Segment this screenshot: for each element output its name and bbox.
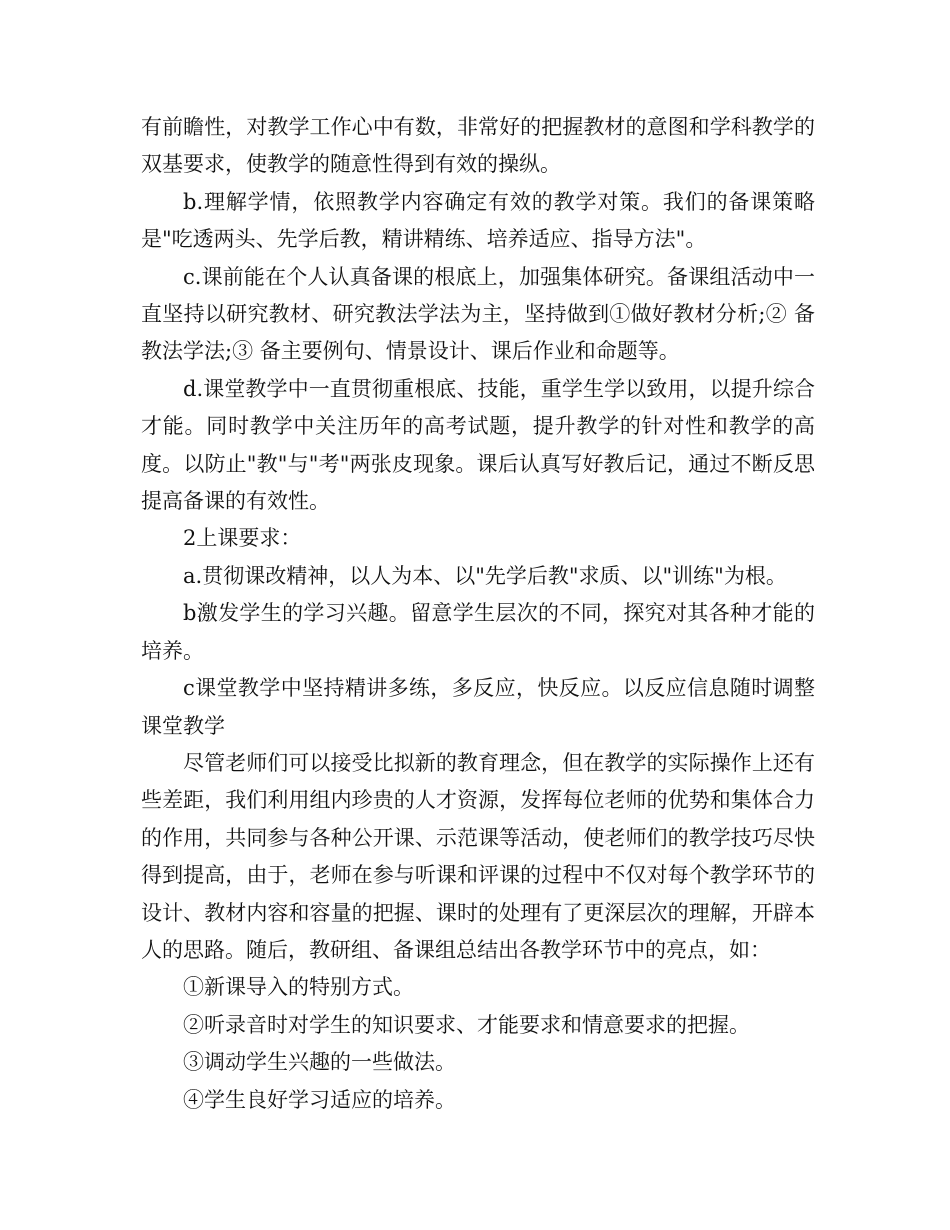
document-body bbox=[141, 109, 815, 1119]
paragraph-item-c: c.课前能在个人认真备课的根底上，加强集体研究。备课组活动中一直坚持以研究教材、研究教法学法为主，坚持做到①做好教材分析;② 备教法学法;③ 备主要例句、情景设计、课后作业和命题等。 bbox=[141, 264, 815, 364]
paragraph-requirement-a: a.贯彻课改精神，以人为本、以"先学后教"求质、以"训练"为根。 bbox=[183, 563, 787, 588]
list-item-highlight-2: ②听录音时对学生的知识要求、才能要求和情意要求的把握。 bbox=[183, 1012, 750, 1037]
paragraph-requirement-b: b激发学生的学习兴趣。留意学生层次的不同，探究对其各种才能的培养。 bbox=[141, 601, 815, 663]
paragraph-teaching-practice: 尽管老师们可以接受比拟新的教育理念，但在教学的实际操作上还有些差距，我们利用组内珍贵的人才资源，发挥每位老师的优势和集体合力的作用，共同参与各种公开课、示范课等活动，使老师们的教学技巧尽快得到提高，由于，老师在参与听课和评课的过程中不仅对每个教学环节的设计、教材内容和容量的把握、课时的处理有了更深层次的理解，开辟本人的思路。随后，教研组、备课组总结出各教学环节中的亮点，如： bbox=[141, 750, 815, 962]
list-item-highlight-1: ①新课导入的特别方式。 bbox=[183, 975, 414, 1000]
section-heading-class-requirements: 2上课要求： bbox=[183, 526, 302, 551]
paragraph-continuation: 有前瞻性，对教学工作心中有数，非常好的把握教材的意图和学科教学的双基要求，使教学的随意性得到有效的操纵。 bbox=[141, 115, 815, 177]
paragraph-requirement-c: c课堂教学中坚持精讲多练，多反应，快反应。以反应信息随时调整课堂教学 bbox=[141, 676, 815, 738]
list-item-highlight-3: ③调动学生兴趣的一些做法。 bbox=[183, 1050, 456, 1075]
list-item-highlight-4: ④学生良好学习适应的培养。 bbox=[183, 1087, 456, 1112]
paragraph-item-b: b.理解学情，依照教学内容确定有效的教学对策。我们的备课策略是"吃透两头、先学后教，精讲精练、培养适应、指导方法"。 bbox=[141, 189, 815, 252]
paragraph-item-d: d.课堂教学中一直贯彻重根底、技能，重学生学以致用，以提升综合才能。同时教学中关注历年的高考试题，提升教学的针对性和教学的高度。以防止"教"与"考"两张皮现象。课后认真写好教后记，通过不断反思提高备课的有效性。 bbox=[141, 376, 815, 514]
